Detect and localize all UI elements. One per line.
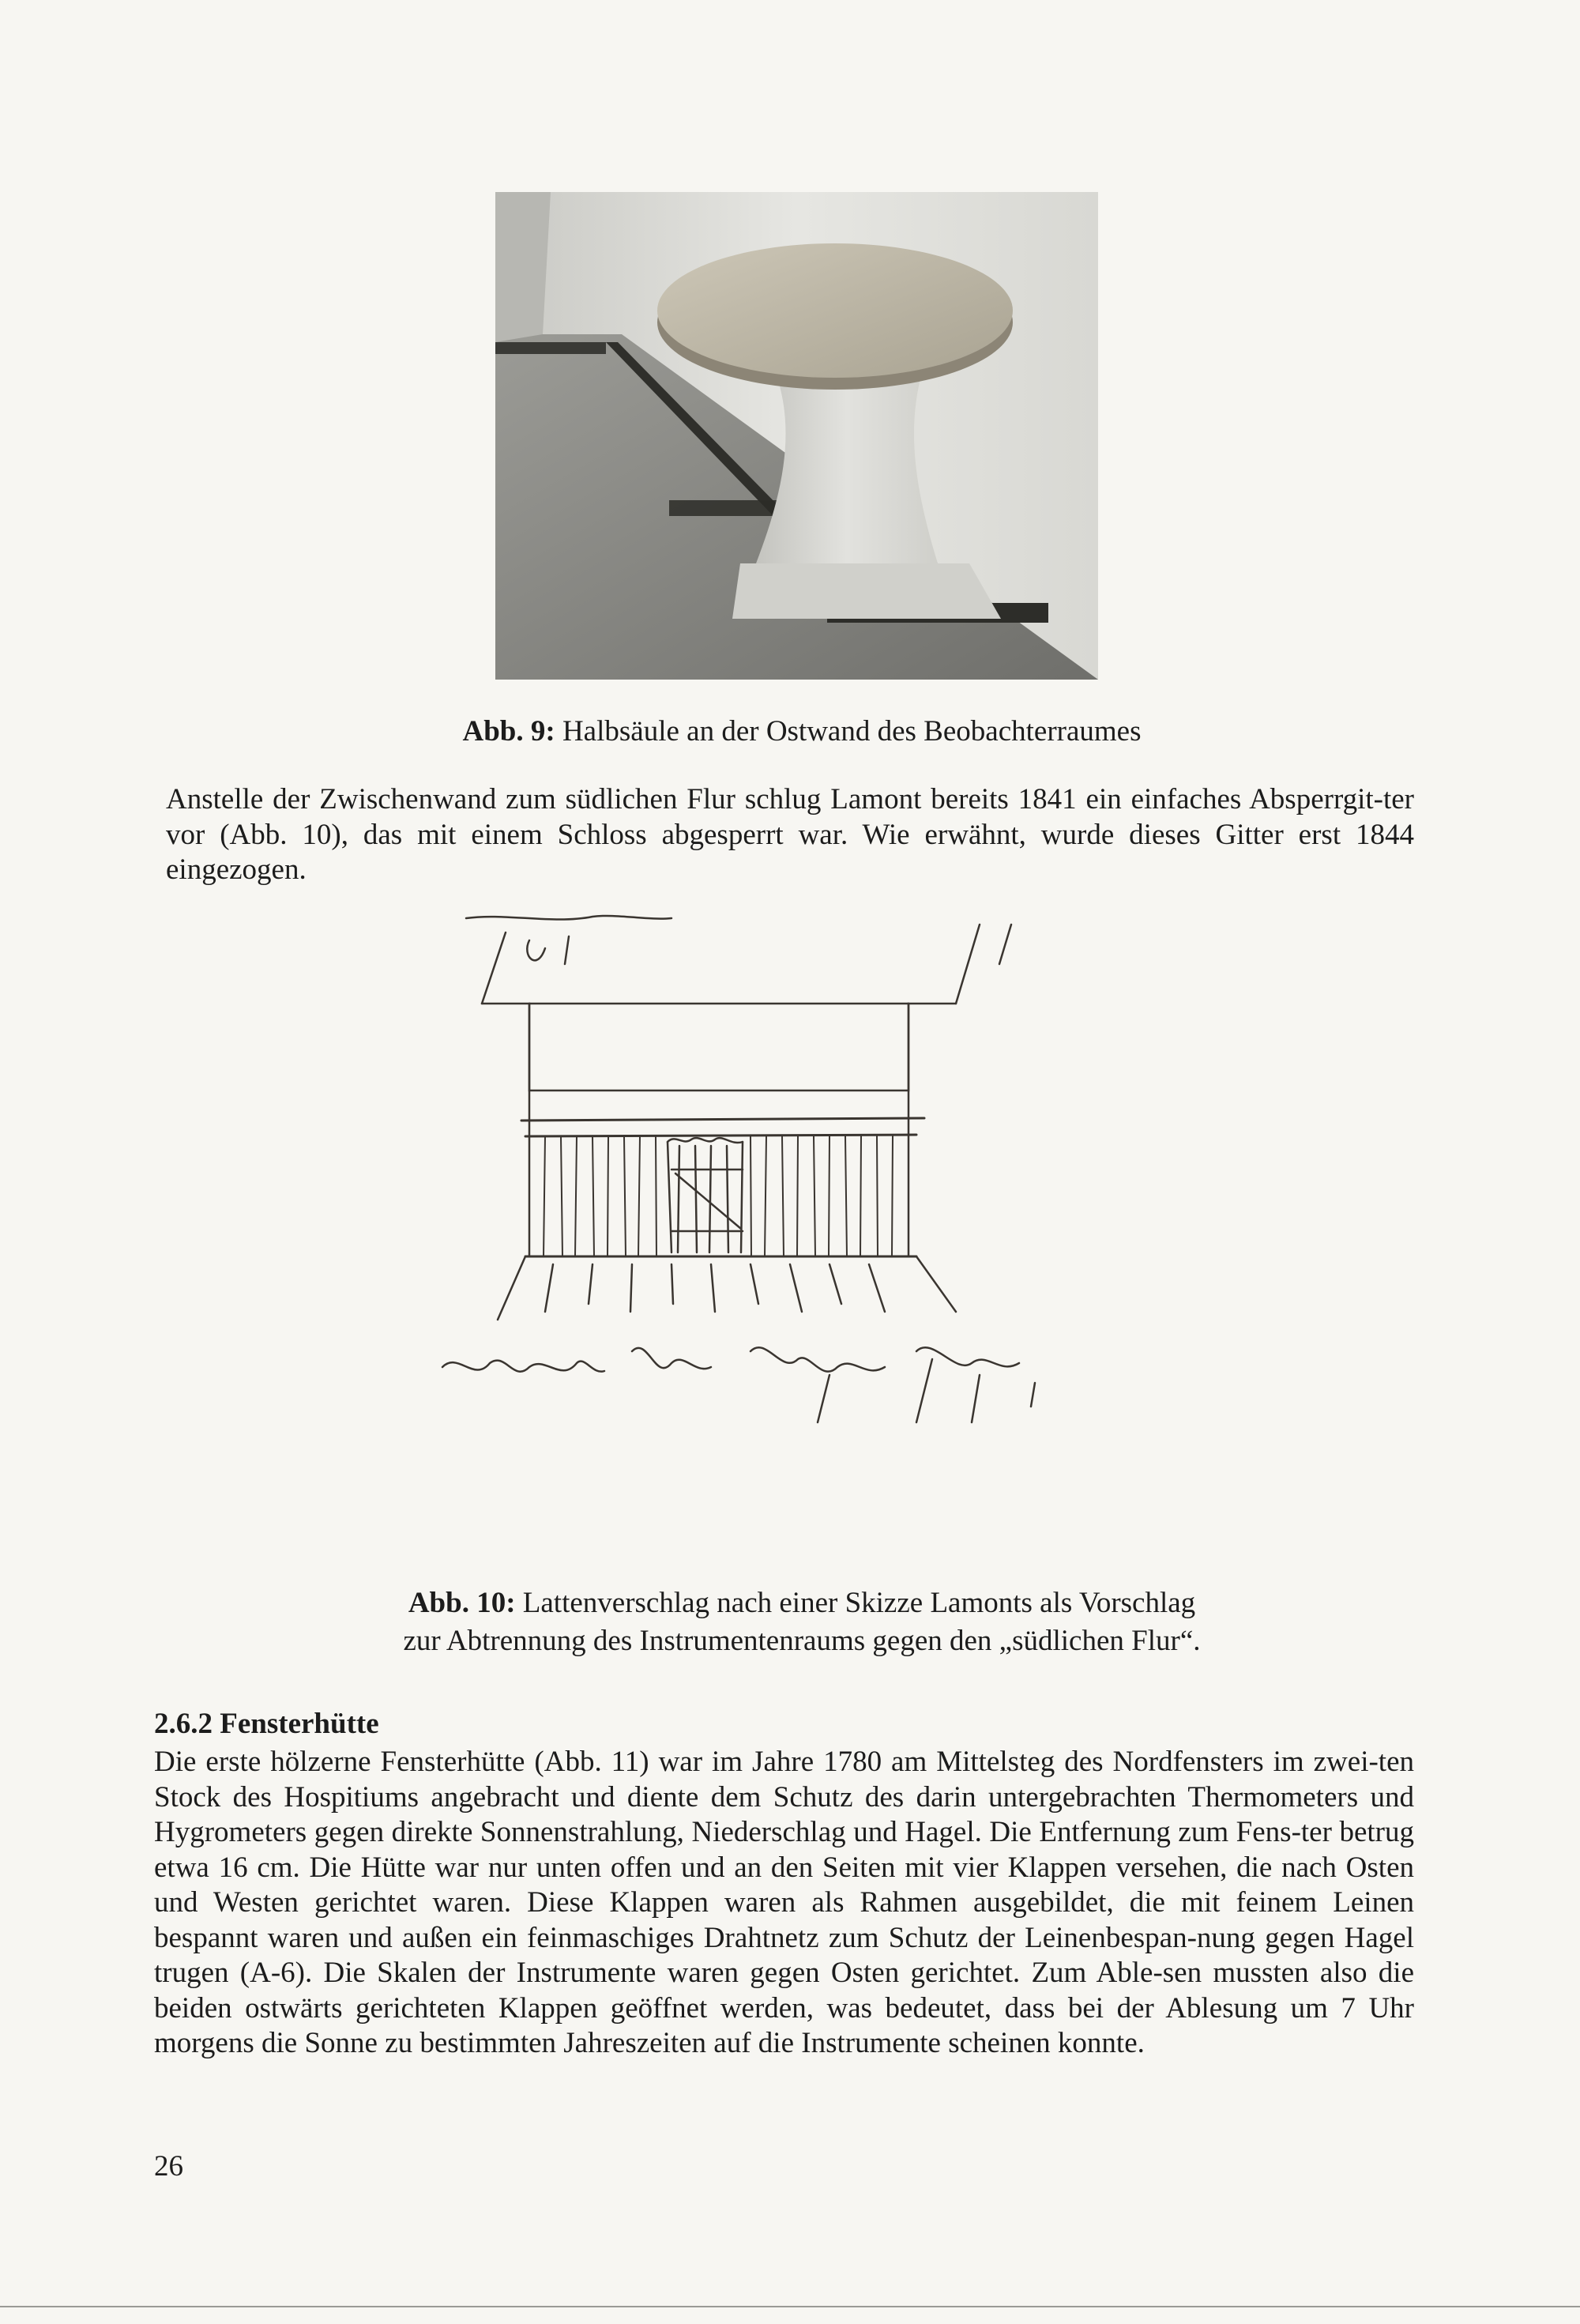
section-heading: 2.6.2 Fensterhütte [154,1708,379,1740]
figure-10-label: Abb. 10: [408,1587,516,1619]
scan-bottom-edge [0,2306,1580,2307]
figure-10-caption-line-2: zur Abtrennung des Instrumentenraums gegen den „südlichen Flur“. [403,1625,1201,1657]
figure-10-sketch [411,909,1161,1573]
figure-9-photo [495,192,1098,680]
figure-10-caption-line-1 [300,1584,1304,1622]
paragraph-lattice-proposal: Anstelle der Zwischenwand zum südlichen Flur schlug Lamont bereits 1841 ein einfaches Absperrgit-ter vor (Abb. 10), das mit einem Schloss abgesperrt war. Wie erwähnt, wurde dieses Gitter erst 1844 eingezogen. [166,783,1414,886]
figure-10-caption-text-1: Lattenverschlag nach einer Skizze Lamonts als Vorschlag [522,1587,1196,1619]
figure-9-caption-text: Halbsäule an der Ostwand des Beobachterraumes [562,715,1142,748]
figure-9-caption [316,713,1288,751]
page-number: 26 [154,2150,183,2183]
section-body: Die erste hölzerne Fensterhütte (Abb. 11) war im Jahre 1780 am Mittelsteg des Nordfensters im zwei-ten Stock des Hospitiums angebracht und diente dem Schutz des darin untergebrachten Thermometers und Hygrometers gegen direkte Sonnenstrahlung, Niederschlag und Hagel. Die Entfernung zum Fens-ter betrug etwa 16 cm. Die Hütte war nur unten offen und an den Seiten mit vier Klappen versehen, die nach Osten und Westen gerichtet waren. Diese Klappen waren als Rahmen ausgebildet, die mit feinem Leinen bespannt waren und außen ein feinmaschiges Drahtnetz zum Schutz der Leinenbespan-nung gegen Hagel trugen (A-6). Die Skalen der Instrumente waren gegen Osten gerichtet. Zum Able-sen mussten also die beiden ostwärts gerichteten Klappen geöffnet werden, was bedeutet, dass bei der Ablesung um 7 Uhr morgens die Sonne zu bestimmten Jahreszeiten auf die Instrumente scheinen konnte. [154,1746,1414,2059]
figure-9-label: Abb. 9: [462,715,555,748]
figure-10-caption [300,1584,1304,1660]
